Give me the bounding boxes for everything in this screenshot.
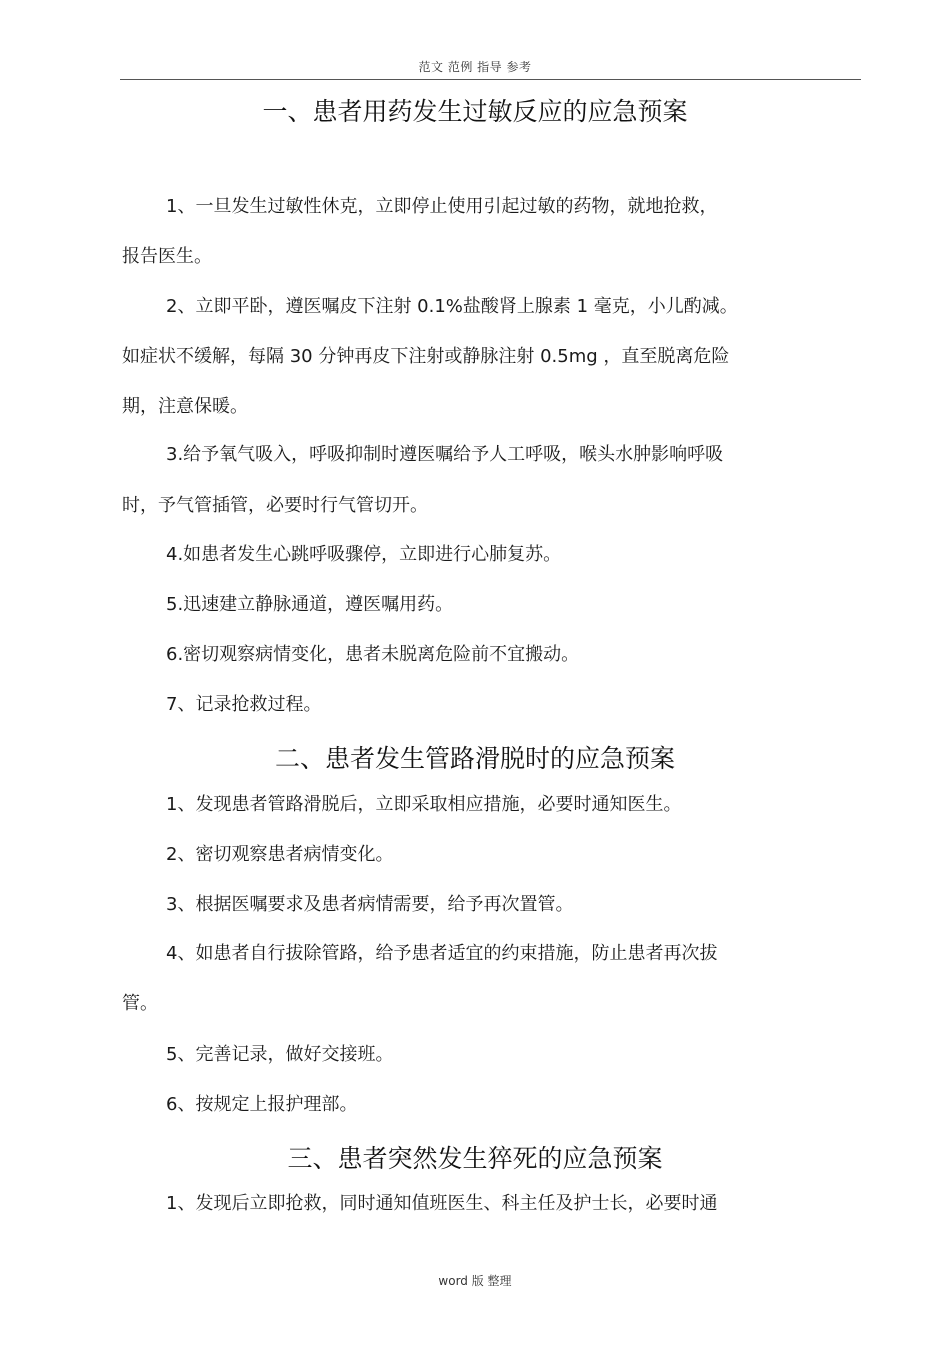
paragraph-line: 3、根据医嘱要求及患者病情需要，给予再次置管。 bbox=[166, 894, 574, 915]
paragraph-line: 时，予气管插管，必要时行气管切开。 bbox=[122, 495, 428, 516]
section-title-3: 三、患者突然发生猝死的应急预案 bbox=[287, 1144, 663, 1173]
section-title-1: 一、患者用药发生过敏反应的应急预案 bbox=[262, 97, 688, 126]
paragraph-line: 2、密切观察患者病情变化。 bbox=[166, 844, 394, 865]
page-footer: word 版 整理 bbox=[438, 1274, 512, 1288]
paragraph-line: 如症状不缓解，每隔 30 分钟再皮下注射或静脉注射 0.5mg ，直至脱离危险 bbox=[122, 346, 730, 367]
section-title-2: 二、患者发生管路滑脱时的应急预案 bbox=[274, 744, 675, 773]
paragraph-line: 报告医生。 bbox=[122, 246, 212, 267]
paragraph-line: 6.密切观察病情变化，患者未脱离危险前不宜搬动。 bbox=[166, 644, 580, 665]
paragraph-line: 管。 bbox=[122, 993, 158, 1014]
page-header: 范文 范例 指导 参考 bbox=[418, 60, 532, 74]
paragraph-line: 3.给予氧气吸入，呼吸抑制时遵医嘱给予人工呼吸，喉头水肿影响呼吸 bbox=[166, 444, 724, 465]
paragraph-line: 期，注意保暖。 bbox=[122, 396, 248, 417]
paragraph-line: 2、立即平卧，遵医嘱皮下注射 0.1%盐酸肾上腺素 1 毫克，小儿酌减。 bbox=[166, 296, 738, 317]
paragraph-line: 6、按规定上报护理部。 bbox=[166, 1094, 358, 1115]
paragraph-line: 1、一旦发生过敏性休克，立即停止使用引起过敏的药物，就地抢救， bbox=[166, 196, 718, 217]
header-divider bbox=[120, 79, 861, 80]
paragraph-line: 4、如患者自行拔除管路，给予患者适宜的约束措施，防止患者再次拔 bbox=[166, 943, 718, 964]
paragraph-line: 5.迅速建立静脉通道，遵医嘱用药。 bbox=[166, 594, 454, 615]
paragraph-line: 5、完善记录，做好交接班。 bbox=[166, 1044, 394, 1065]
paragraph-line: 7、记录抢救过程。 bbox=[166, 694, 322, 715]
paragraph-line: 4.如患者发生心跳呼吸骤停，立即进行心肺复苏。 bbox=[166, 544, 562, 565]
paragraph-line: 1、发现患者管路滑脱后，立即采取相应措施，必要时通知医生。 bbox=[166, 794, 682, 815]
paragraph-line: 1、发现后立即抢救，同时通知值班医生、科主任及护士长，必要时通 bbox=[166, 1193, 718, 1214]
